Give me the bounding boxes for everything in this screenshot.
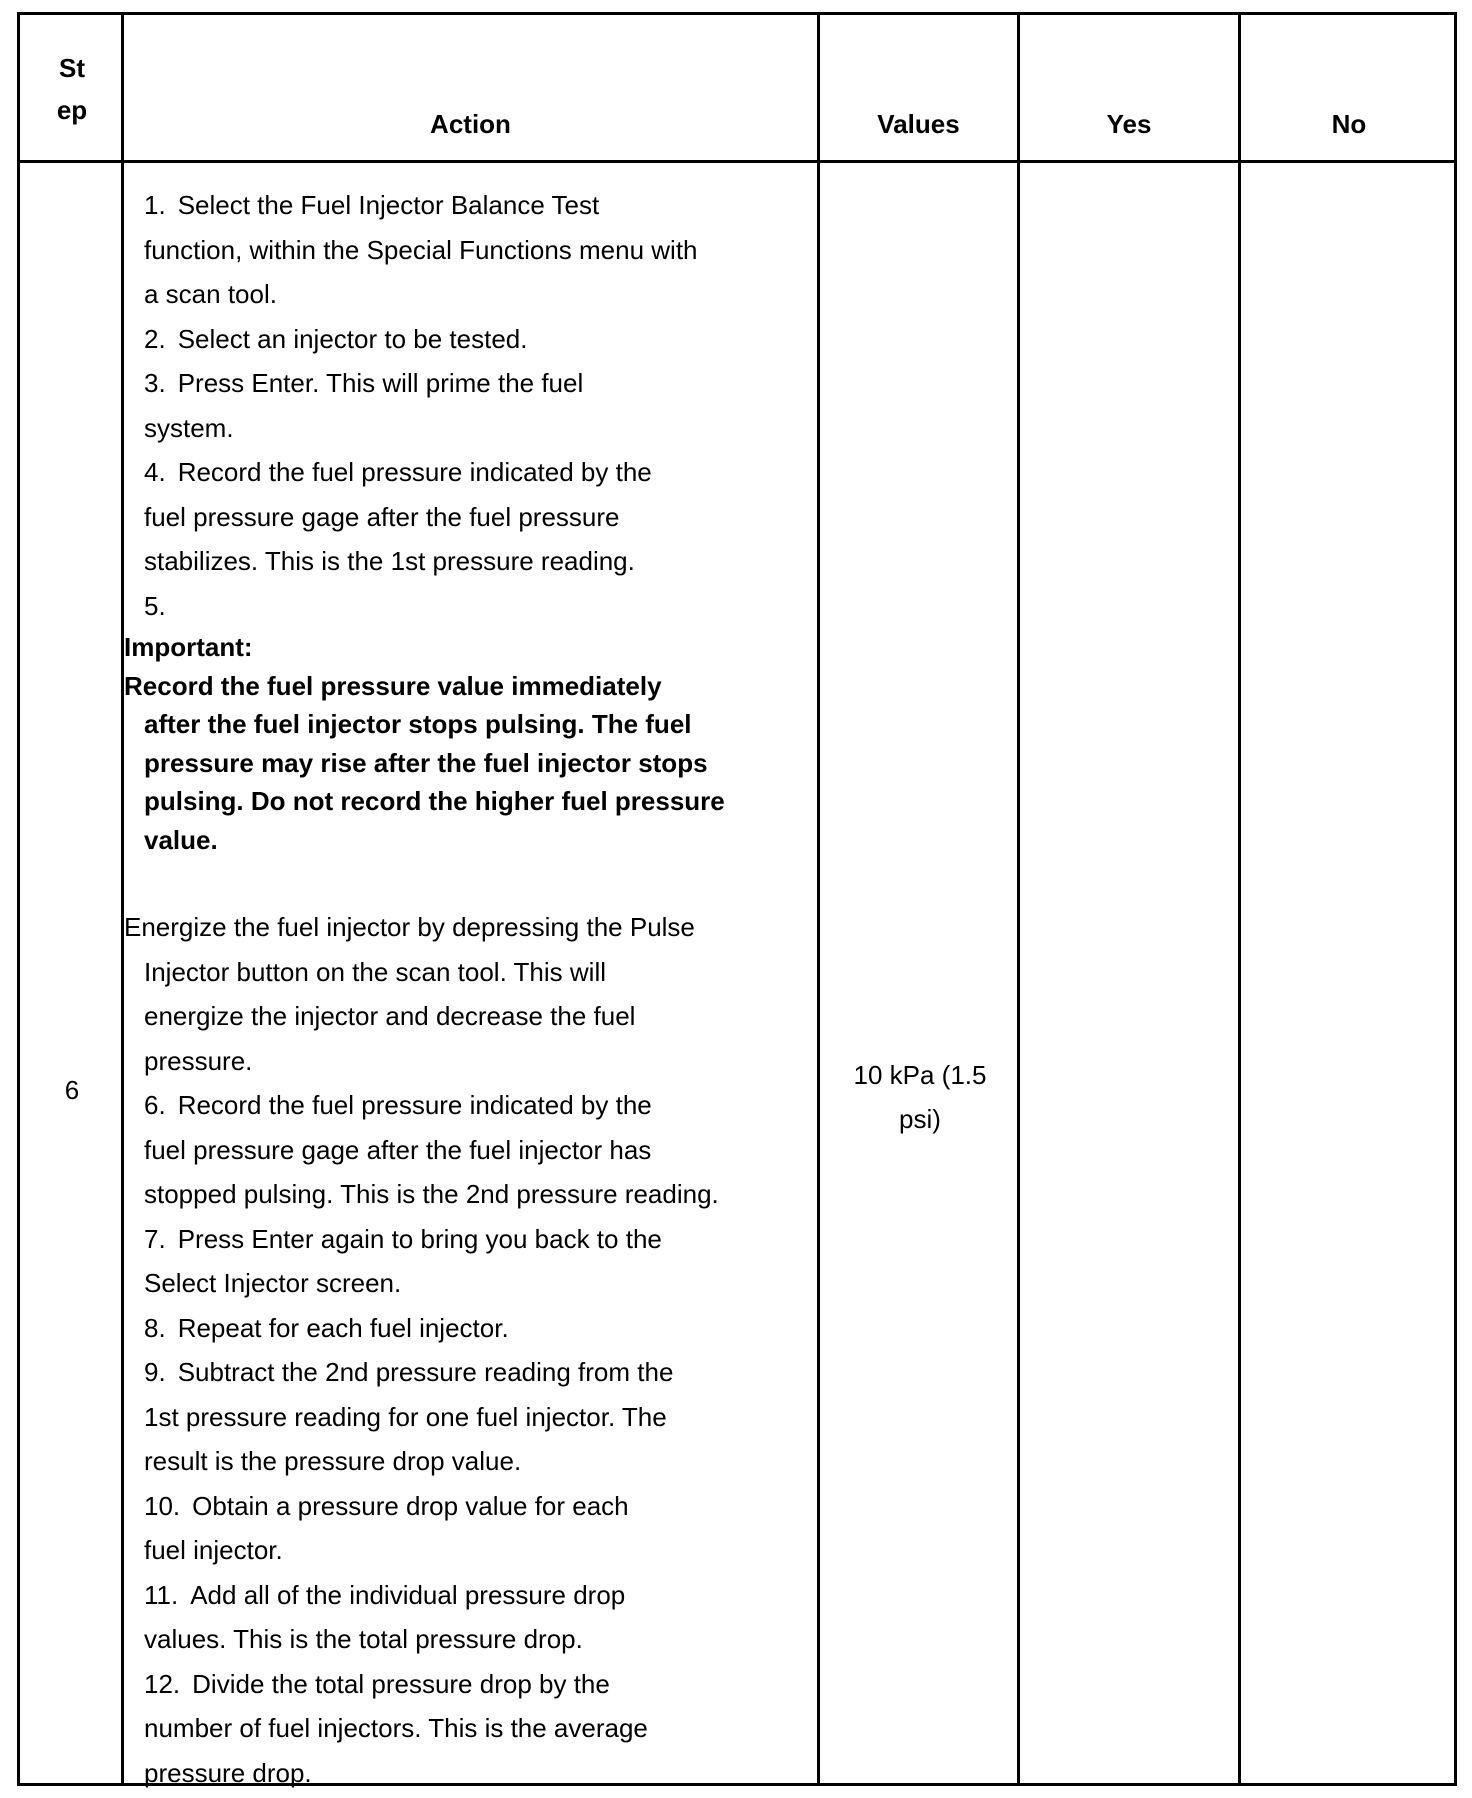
value-line: 10 kPa (1.5 xyxy=(853,1060,987,1090)
item-text: Press Enter again to bring you back to the xyxy=(177,1223,662,1254)
item-text: stabilizes. This is the 1st pressure reading. xyxy=(144,546,635,576)
header-values: Values xyxy=(877,109,960,139)
item-text: Select an injector to be tested. xyxy=(177,323,528,354)
item-number: 12. xyxy=(144,1668,181,1699)
list-item xyxy=(124,1484,784,1529)
item-text: 1st pressure reading for one fuel injector. The xyxy=(144,1401,667,1432)
item-number: 7. xyxy=(144,1223,166,1254)
value-line: psi) xyxy=(899,1104,941,1134)
header-yes: Yes xyxy=(1106,109,1152,139)
item-number: 3. xyxy=(144,368,166,398)
list-item xyxy=(124,1217,784,1262)
list-item xyxy=(124,584,784,629)
list-item xyxy=(124,1306,784,1351)
important-text: value. xyxy=(144,824,218,855)
item-number: 5. xyxy=(144,590,166,621)
column-divider xyxy=(817,15,820,1783)
item-text: Repeat for each fuel injector. xyxy=(177,1312,509,1343)
column-divider xyxy=(1238,15,1241,1783)
item-number: 6. xyxy=(144,1090,166,1120)
item-text: Record the fuel pressure indicated by the xyxy=(177,457,652,487)
item-number: 11. xyxy=(144,1579,179,1610)
item-text: Select Injector screen. xyxy=(144,1268,402,1298)
item-text: fuel injector. xyxy=(144,1535,283,1565)
list-item xyxy=(124,317,784,362)
item-text: Subtract the 2nd pressure reading from the xyxy=(177,1357,674,1387)
item-text: fuel pressure gage after the fuel injector has xyxy=(144,1134,652,1165)
list-item xyxy=(124,1573,784,1618)
header-step-line2: ep xyxy=(56,95,88,125)
column-divider xyxy=(1017,15,1020,1783)
item-text: values. This is the total pressure drop. xyxy=(144,1624,583,1654)
header-action: Action xyxy=(430,109,511,139)
procedure-table xyxy=(17,12,1457,1786)
list-item xyxy=(124,1083,784,1128)
item-text: result is the pressure drop value. xyxy=(144,1446,522,1476)
header-step xyxy=(20,15,124,163)
item-number: 2. xyxy=(144,323,166,354)
header-no: No xyxy=(1331,109,1367,139)
item-text: system. xyxy=(144,412,234,443)
item-text: Energize the fuel injector by depressing the Pulse xyxy=(124,912,695,942)
item-number: 8. xyxy=(144,1312,166,1343)
item-text: pressure drop. xyxy=(144,1757,312,1788)
item-text: Press Enter. This will prime the fuel xyxy=(177,368,584,398)
item-text: Injector button on the scan tool. This will xyxy=(144,956,606,987)
action-cell xyxy=(124,183,784,1795)
item-number: 1. xyxy=(144,190,166,220)
header-step-line1: St xyxy=(59,53,85,83)
list-item xyxy=(124,183,784,228)
item-number: 4. xyxy=(144,457,166,487)
item-text: Add all of the individual pressure drop xyxy=(190,1579,626,1610)
item-number: 10. xyxy=(144,1490,181,1521)
list-item xyxy=(124,361,784,406)
important-text: pulsing. Do not record the higher fuel pressure xyxy=(144,786,725,816)
item-text: Select the Fuel Injector Balance Test xyxy=(177,190,600,220)
item-text: pressure. xyxy=(144,1045,253,1076)
item-text: fuel pressure gage after the fuel pressure xyxy=(144,501,620,532)
item-text: Record the fuel pressure indicated by the xyxy=(177,1090,652,1120)
value-cell xyxy=(820,1053,1020,1141)
list-item xyxy=(124,1662,784,1707)
important-text: pressure may rise after the fuel injector stops xyxy=(144,747,708,778)
item-text: stopped pulsing. This is the 2nd pressure reading. xyxy=(144,1179,719,1209)
important-label: Important: xyxy=(124,632,253,662)
item-text: energize the injector and decrease the fuel xyxy=(144,1001,636,1031)
item-text: number of fuel injectors. This is the average xyxy=(144,1713,648,1743)
item-text: Obtain a pressure drop value for each xyxy=(192,1490,629,1521)
item-number: 9. xyxy=(144,1357,166,1387)
item-text: function, within the Special Functions menu with xyxy=(144,234,698,265)
item-text: a scan tool. xyxy=(144,279,277,309)
step-number: 6 xyxy=(64,1075,80,1105)
important-text: after the fuel injector stops pulsing. The fuel xyxy=(144,709,692,739)
spacer xyxy=(124,859,784,905)
important-text: Record the fuel pressure value immediately xyxy=(124,670,662,701)
list-item xyxy=(124,450,784,495)
list-item xyxy=(124,1350,784,1395)
item-text: Divide the total pressure drop by the xyxy=(192,1668,610,1699)
